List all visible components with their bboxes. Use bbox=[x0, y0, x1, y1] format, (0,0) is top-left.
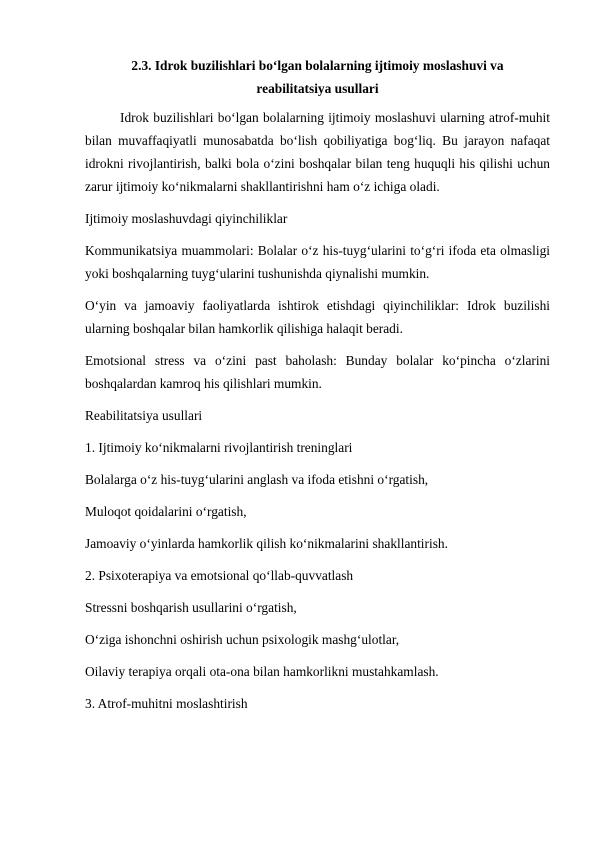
method-1-item: Bolalarga o‘z his-tuyg‘ularini anglash va ifoda etishni o‘rgatish, bbox=[85, 472, 429, 487]
method-3-title: 3. Atrof-muhitni moslashtirish bbox=[85, 696, 248, 711]
method-2-item: Oilaviy terapiya orqali ota-ona bilan hamkorlikni mustahkamlash. bbox=[85, 664, 439, 679]
method-2-item: Stressni boshqarish usullarini o‘rgatish, bbox=[85, 600, 297, 615]
method-1-item: Jamoaviy o‘yinlarda hamkorlik qilish ko‘nikmalarini shakllantirish. bbox=[85, 536, 448, 551]
method-1-item: Muloqot qoidalarini o‘rgatish, bbox=[85, 504, 247, 519]
difficulties-heading: Ijtimoiy moslashuvdagi qiyinchiliklar bbox=[85, 211, 288, 226]
difficulty-group-activities: O‘yin va jamoaviy faoliyatlarda ishtirok etishdagi qiyinchiliklar: Idrok buzilishi ularning boshqalar bilan hamkorlik qilishiga halaqit beradi. bbox=[85, 298, 550, 336]
intro-paragraph: Idrok buzilishlari bo‘lgan bolalarning ijtimoiy moslashuvi ularning atrof-muhit bilan muvaffaqiyatli munosabatda bo‘lish qobiliyatiga bog‘liq. Bu jarayon nafaqat idrokni rivojlantirish, balki bola o‘zini boshqalar bilan teng huquqli his qilishi uchun zarur ijtimoiy ko‘nikmalarni shakllantirishni ham o‘z ichiga oladi. bbox=[85, 110, 550, 194]
difficulty-emotional-stress: Emotsional stress va o‘zini past baholash: Bunday bolalar ko‘pincha o‘zlarini boshqalardan kamroq his qilishlari mumkin. bbox=[85, 353, 550, 391]
methods-heading: Reabilitatsiya usullari bbox=[85, 408, 203, 423]
method-2-item: O‘ziga ishonchni oshirish uchun psixologik mashg‘ulotlar, bbox=[85, 632, 400, 647]
difficulty-communication: Kommunikatsiya muammolari: Bolalar o‘z his-tuyg‘ularini to‘g‘ri ifoda eta olmasligi yoki boshqalarning tuyg‘ularini tushunishda qiynalishi mumkin. bbox=[85, 243, 550, 281]
method-2-title: 2. Psixoterapiya va emotsional qo‘llab-quvvatlash bbox=[85, 568, 354, 583]
section-title-line1: 2.3. Idrok buzilishlari bo‘lgan bolalarning ijtimoiy moslashuvi va bbox=[131, 58, 504, 73]
method-1-title: 1. Ijtimoiy ko‘nikmalarni rivojlantirish treninglari bbox=[85, 440, 353, 455]
section-title-line2: reabilitatsiya usullari bbox=[256, 81, 379, 96]
section-title bbox=[85, 54, 550, 100]
document-page bbox=[85, 54, 550, 724]
